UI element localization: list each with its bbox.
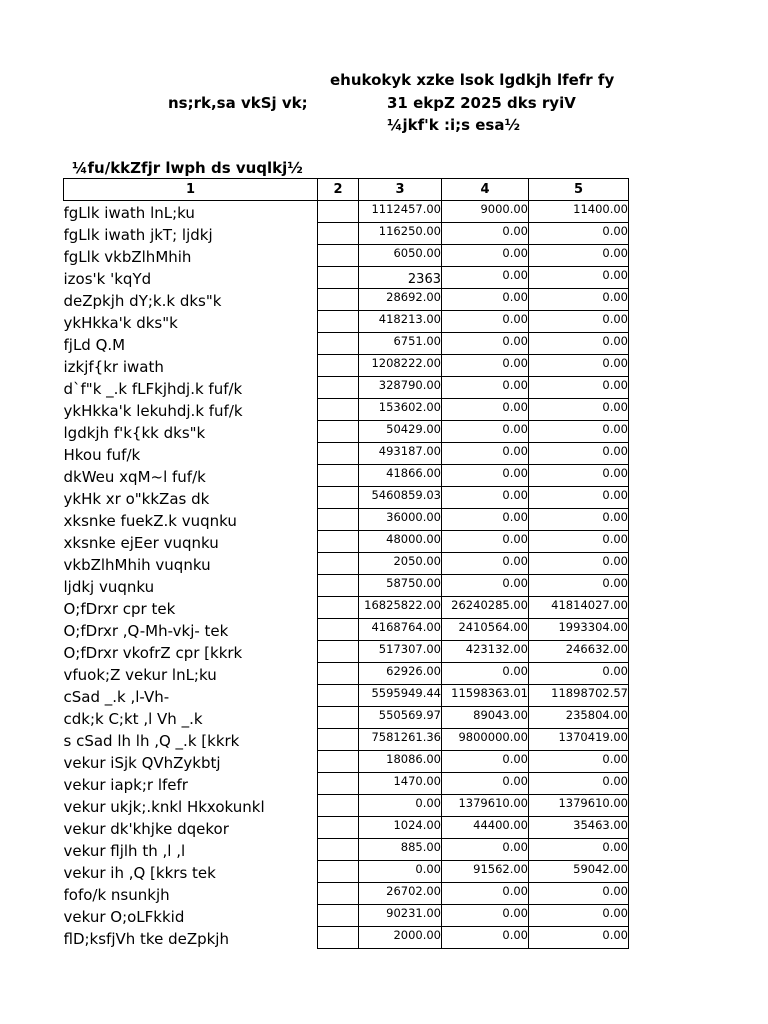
cell-col5: 0.00: [529, 751, 629, 773]
cell-col5: 0.00: [529, 443, 629, 465]
cell-col4: 0.00: [442, 421, 529, 443]
cell-col2: [318, 421, 359, 443]
cell-col5: 0.00: [529, 575, 629, 597]
cell-col2: [318, 377, 359, 399]
cell-col3: 2000.00: [359, 927, 442, 949]
cell-col2: [318, 795, 359, 817]
row-label: O;fDrxr cpr tek: [63, 599, 176, 618]
cell-col3: 4168764.00: [359, 619, 442, 641]
report-amount-unit: ¼jkf'k :i;s esa½: [387, 116, 521, 134]
cell-col5: 0.00: [529, 927, 629, 949]
cell-col2: [318, 861, 359, 883]
cell-col4: 0.00: [442, 223, 529, 245]
row-label: vkbZlhMhih vuqnku: [63, 555, 211, 574]
table-row: [64, 201, 629, 223]
cell-col4: 1379610.00: [442, 795, 529, 817]
cell-col3: 28692.00: [359, 289, 442, 311]
cell-col4: 0.00: [442, 465, 529, 487]
cell-col4: 0.00: [442, 773, 529, 795]
cell-col4: 0.00: [442, 663, 529, 685]
table-row: [64, 223, 629, 245]
cell-col3: 36000.00: [359, 509, 442, 531]
row-label: fgLlk iwath jkT; ljdkj: [63, 225, 213, 244]
row-label: vfuok;Z vekur lnL;ku: [63, 665, 217, 684]
row-label: O;fDrxr vkofrZ cpr [kkrk: [63, 643, 243, 662]
cell-col5: 246632.00: [529, 641, 629, 663]
cell-col2: [318, 509, 359, 531]
cell-col5: 59042.00: [529, 861, 629, 883]
cell-col4: 11598363.01: [442, 685, 529, 707]
cell-col2: [318, 553, 359, 575]
cell-col2: [318, 707, 359, 729]
cell-col3: 48000.00: [359, 531, 442, 553]
row-label: vekur O;oLFkkid: [63, 907, 185, 926]
cell-col4: 0.00: [442, 553, 529, 575]
cell-col4: 0.00: [442, 355, 529, 377]
table-row: [64, 685, 629, 707]
row-label: vekur iapk;r lfefr: [63, 775, 188, 794]
table-row: [64, 861, 629, 883]
row-label: xksnke ejEer vuqnku: [63, 533, 219, 552]
table-row: [64, 553, 629, 575]
table-header-row: [64, 179, 629, 201]
cell-col4: 0.00: [442, 575, 529, 597]
cell-col2: [318, 927, 359, 949]
cell-col5: 0.00: [529, 553, 629, 575]
table-row: [64, 839, 629, 861]
cell-col5: 0.00: [529, 663, 629, 685]
cell-col3: 517307.00: [359, 641, 442, 663]
cell-col5: 0.00: [529, 487, 629, 509]
cell-col4: 423132.00: [442, 641, 529, 663]
cell-col5: 11898702.57: [529, 685, 629, 707]
cell-col3: 16825822.00: [359, 597, 442, 619]
row-label: ykHk xr o"kkZas dk: [63, 489, 210, 508]
row-label: Hkou fuf/k: [63, 445, 141, 464]
cell-col3: 7581261.36: [359, 729, 442, 751]
cell-col2: [318, 355, 359, 377]
cell-col3: 18086.00: [359, 751, 442, 773]
cell-col2: [318, 729, 359, 751]
cell-col2: [318, 641, 359, 663]
cell-col5: 1370419.00: [529, 729, 629, 751]
table-row: [64, 355, 629, 377]
cell-col3: 493187.00: [359, 443, 442, 465]
cell-col3: 2050.00: [359, 553, 442, 575]
report-title-line2-right: 31 ekpZ 2025 dks ryiV: [387, 94, 576, 112]
cell-col5: 41814027.00: [529, 597, 629, 619]
row-label: flD;ksfjVh tke deZpkjh: [63, 929, 229, 948]
table-row: [64, 927, 629, 949]
cell-col4: 2410564.00: [442, 619, 529, 641]
cell-col4: 26240285.00: [442, 597, 529, 619]
table-row: [64, 421, 629, 443]
row-label: s cSad lh lh ,Q _.k [kkrk: [63, 731, 240, 750]
column-header-4: 4: [442, 179, 529, 201]
cell-col4: 89043.00: [442, 707, 529, 729]
cell-col4: 0.00: [442, 751, 529, 773]
cell-col2: [318, 245, 359, 267]
cell-col5: 0.00: [529, 289, 629, 311]
cell-col5: 0.00: [529, 377, 629, 399]
cell-col4: 9000.00: [442, 201, 529, 223]
cell-col2: [318, 311, 359, 333]
cell-col2: [318, 465, 359, 487]
table-row: [64, 597, 629, 619]
row-label: cSad _.k ,l-Vh-: [63, 687, 170, 706]
table-row: [64, 619, 629, 641]
row-label: cdk;k C;kt ,l Vh _.k: [63, 709, 203, 728]
cell-col3: 116250.00: [359, 223, 442, 245]
ledger-table: [63, 178, 629, 949]
cell-col2: [318, 223, 359, 245]
row-label: vekur fljlh th ,l ,l: [63, 841, 186, 860]
cell-col5: 0.00: [529, 773, 629, 795]
table-row: [64, 465, 629, 487]
cell-col3: 26702.00: [359, 883, 442, 905]
row-label: fgLlk vkbZlhMhih: [63, 247, 192, 266]
table-row: [64, 289, 629, 311]
cell-col3: 6751.00: [359, 333, 442, 355]
row-label: fjLd Q.M: [63, 335, 126, 354]
cell-col5: 0.00: [529, 311, 629, 333]
cell-col4: 0.00: [442, 267, 529, 289]
table-row: [64, 509, 629, 531]
cell-col2: [318, 751, 359, 773]
cell-col5: 0.00: [529, 509, 629, 531]
cell-col3: 1208222.00: [359, 355, 442, 377]
row-label: dkWeu xqM~l fuf/k: [63, 467, 206, 486]
table-row: [64, 245, 629, 267]
row-label: ykHkka'k lekuhdj.k fuf/k: [63, 401, 243, 420]
cell-col5: 11400.00: [529, 201, 629, 223]
table-row: [64, 377, 629, 399]
cell-col2: [318, 333, 359, 355]
table-row: [64, 905, 629, 927]
column-header-3: 3: [359, 179, 442, 201]
cell-col4: 0.00: [442, 333, 529, 355]
row-label: xksnke fuekZ.k vuqnku: [63, 511, 237, 530]
table-row: [64, 443, 629, 465]
column-header-1: 1: [64, 179, 318, 201]
cell-col2: [318, 267, 359, 289]
cell-col5: 0.00: [529, 465, 629, 487]
cell-col5: 235804.00: [529, 707, 629, 729]
table-row: [64, 817, 629, 839]
table-row: [64, 311, 629, 333]
column-header-2: 2: [318, 179, 359, 201]
row-label: izos'k 'kqYd: [63, 269, 152, 288]
cell-col3: 0.00: [359, 795, 442, 817]
cell-col3: 0.00: [359, 861, 442, 883]
row-label: vekur ukjk;.knkl Hkxokunkl: [63, 797, 265, 816]
row-label: d`f"k _.k fLFkjhdj.k fuf/k: [63, 379, 243, 398]
cell-col4: 0.00: [442, 289, 529, 311]
row-label: ykHkka'k dks"k: [63, 313, 178, 332]
cell-col2: [318, 905, 359, 927]
cell-col2: [318, 575, 359, 597]
cell-col3: 2363: [359, 267, 442, 289]
cell-col4: 0.00: [442, 531, 529, 553]
row-label: lgdkjh f'k{kk dks"k: [63, 423, 206, 442]
row-label: vekur ih ,Q [kkrs tek: [63, 863, 216, 882]
cell-col4: 0.00: [442, 377, 529, 399]
report-title-line1: ehukokyk xzke lsok lgdkjh lfefr fy: [330, 71, 615, 89]
cell-col5: 0.00: [529, 223, 629, 245]
cell-col2: [318, 597, 359, 619]
table-row: [64, 399, 629, 421]
table-row: [64, 751, 629, 773]
cell-col3: 5595949.44: [359, 685, 442, 707]
cell-col2: [318, 685, 359, 707]
cell-col4: 0.00: [442, 883, 529, 905]
table-row: [64, 575, 629, 597]
cell-col3: 328790.00: [359, 377, 442, 399]
table-row: [64, 707, 629, 729]
row-label: fgLlk iwath lnL;ku: [63, 203, 195, 222]
cell-col2: [318, 443, 359, 465]
cell-col4: 0.00: [442, 905, 529, 927]
cell-col3: 58750.00: [359, 575, 442, 597]
row-label: izkjf{kr iwath: [63, 357, 164, 376]
cell-col5: 0.00: [529, 883, 629, 905]
table-row: [64, 773, 629, 795]
cell-col4: 44400.00: [442, 817, 529, 839]
cell-col3: 1112457.00: [359, 201, 442, 223]
cell-col3: 5460859.03: [359, 487, 442, 509]
cell-col4: 91562.00: [442, 861, 529, 883]
cell-col4: 0.00: [442, 839, 529, 861]
section-title: ¼fu/kkZfjr lwph ds vuqlkj½: [72, 159, 303, 177]
cell-col5: 0.00: [529, 355, 629, 377]
cell-col4: 0.00: [442, 487, 529, 509]
table-row: [64, 531, 629, 553]
column-header-5: 5: [529, 179, 629, 201]
cell-col5: 35463.00: [529, 817, 629, 839]
cell-col2: [318, 773, 359, 795]
cell-col2: [318, 839, 359, 861]
row-label: O;fDrxr ,Q-Mh-vkj- tek: [63, 621, 229, 640]
cell-col5: 0.00: [529, 267, 629, 289]
cell-col5: 0.00: [529, 421, 629, 443]
cell-col3: 418213.00: [359, 311, 442, 333]
cell-col3: 1470.00: [359, 773, 442, 795]
cell-col2: [318, 487, 359, 509]
cell-col2: [318, 883, 359, 905]
cell-col4: 0.00: [442, 245, 529, 267]
table-row: [64, 663, 629, 685]
cell-col3: 50429.00: [359, 421, 442, 443]
cell-col5: 0.00: [529, 245, 629, 267]
cell-col4: 9800000.00: [442, 729, 529, 751]
cell-col2: [318, 289, 359, 311]
cell-col3: 62926.00: [359, 663, 442, 685]
cell-col3: 885.00: [359, 839, 442, 861]
row-label: fofo/k nsunkjh: [63, 885, 170, 904]
cell-col5: 0.00: [529, 839, 629, 861]
table-row: [64, 267, 629, 289]
cell-col2: [318, 817, 359, 839]
table-row: [64, 729, 629, 751]
cell-col4: 0.00: [442, 927, 529, 949]
cell-col4: 0.00: [442, 311, 529, 333]
table-row: [64, 333, 629, 355]
row-label: vekur dk'khjke dqekor: [63, 819, 229, 838]
report-title-line2-left: ns;rk,sa vkSj vk;: [168, 94, 308, 112]
cell-col5: 0.00: [529, 333, 629, 355]
cell-col3: 1024.00: [359, 817, 442, 839]
cell-col3: 90231.00: [359, 905, 442, 927]
cell-col5: 0.00: [529, 399, 629, 421]
cell-col2: [318, 531, 359, 553]
cell-col5: 1993304.00: [529, 619, 629, 641]
table-row: [64, 487, 629, 509]
table-row: [64, 641, 629, 663]
cell-col4: 0.00: [442, 443, 529, 465]
cell-col3: 41866.00: [359, 465, 442, 487]
row-label: vekur iSjk QVhZykbtj: [63, 753, 221, 772]
cell-col2: [318, 663, 359, 685]
table-row: [64, 795, 629, 817]
cell-col3: 6050.00: [359, 245, 442, 267]
table-row: [64, 883, 629, 905]
cell-col5: 0.00: [529, 905, 629, 927]
row-label: deZpkjh dY;k.k dks"k: [63, 291, 222, 310]
cell-col4: 0.00: [442, 509, 529, 531]
cell-col2: [318, 399, 359, 421]
cell-col2: [318, 201, 359, 223]
cell-col4: 0.00: [442, 399, 529, 421]
row-label: ljdkj vuqnku: [63, 577, 155, 596]
cell-col2: [318, 619, 359, 641]
cell-col3: 550569.97: [359, 707, 442, 729]
cell-col3: 153602.00: [359, 399, 442, 421]
cell-col5: 0.00: [529, 531, 629, 553]
cell-col5: 1379610.00: [529, 795, 629, 817]
